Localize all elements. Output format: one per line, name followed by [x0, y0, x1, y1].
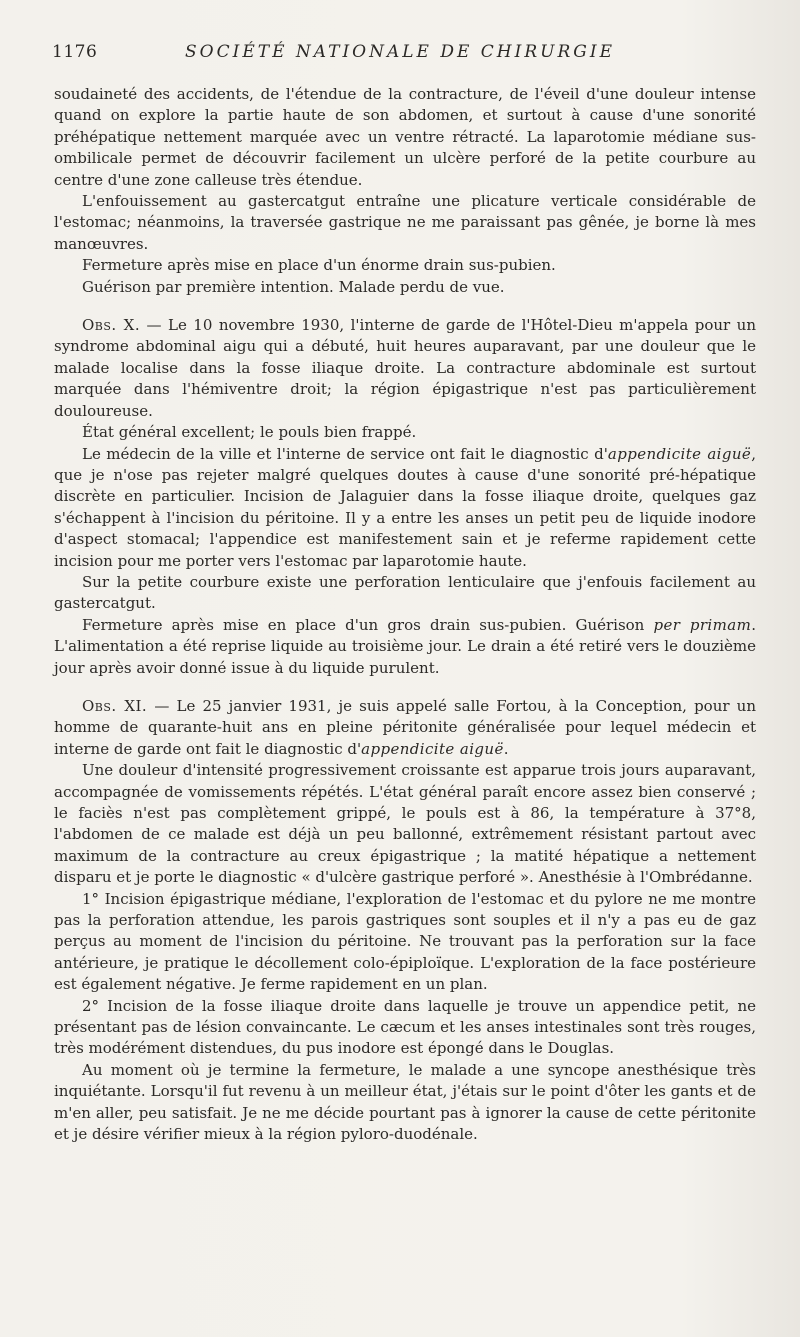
observation-label: Obs. X.: [82, 316, 141, 335]
observation-x-paragraph: [54, 315, 756, 422]
observation-xi-paragraph: [54, 696, 756, 760]
paragraph: L'enfouissement au gastercatgut entraîne une plicature verticale considérable de l'estomac; néanmoins, la traversée gastrique ne me paraissant pas gênée, je borne là mes manœuvres.: [54, 192, 756, 253]
italic-term: per primam: [653, 615, 752, 634]
italic-term: appendicite aiguë: [607, 444, 752, 463]
paragraph: [54, 615, 756, 679]
paragraph: soudaineté des accidents, de l'étendue de la contracture, de l'éveil d'une douleur intense quand on explore la partie haute de son abdomen, et surtout à cause d'une sonorité préhépatique nettement marquée avec un ventre rétracté. La laparotomie médiane sus-ombilicale permet de découvrir facilement un ulcère perforé de la petite courbure au centre d'une zone calleuse très étendue.: [54, 85, 756, 189]
paragraph: Au moment où je termine la fermeture, le malade a une syncope anesthésique très inquiétante. Lorsqu'il fut revenu à un meilleur état, j'étais sur le point d'ôter les gants et de m'en aller, peu satisfait. Je ne me décide pourtant pas à ignorer la cause de cette péritonite et je désire vérifier mieux à la région pyloro-duodénale.: [54, 1060, 756, 1144]
text-run: — Le 25 janvier 1931, je suis appelé salle Fortou, à la Conception, pour un homme de quarante-huit ans en pleine péritonite généralisée pour lequel médecin et interne de garde ont fait le diagnostic d': [54, 696, 756, 758]
paragraph: [54, 444, 756, 572]
paragraph: 2° Incision de la fosse iliaque droite dans laquelle je trouve un appendice petit, ne présentant pas de lésion convaincante. Le cæcum et les anses intestinales sont très rouges, très modérément distendues, du pus inodore est épongé dans le Douglas.: [54, 996, 756, 1058]
text-run: . L'alimentation a été reprise liquide au troisième jour. Le drain a été retiré vers le douzième jour après avoir donné issue à du liquide purulent.: [54, 615, 756, 677]
paragraph: Une douleur d'intensité progressivement croissante est apparue trois jours auparavant, accompagnée de vomissements répétés. L'état général paraît encore assez bien conservé ; le faciès n'est pas complètement grippé, le pouls est à 86, la température à 37°8, l'abdomen de ce malade est déjà un peu ballonné, extrêmement résistant partout avec maximum de la contracture au creux épigastrique ; la matité hépatique a nettement disparu et je porte le diagnostic « d'ulcère gastrique perforé ». Anesthésie à l'Ombrédanne.: [54, 761, 756, 887]
italic-term: appendicite aiguë: [361, 739, 504, 758]
text-run: Fermeture après mise en place d'un gros drain sus-pubien. Guérison: [82, 615, 654, 634]
paragraph: 1° Incision épigastrique médiane, l'exploration de l'estomac et du pylore ne me montre pas la perforation attendue, les parois gastriques sont souples et il n'y a pas eu de gaz perçus au moment de l'incision du péritoine. Ne trouvant pas la perforation sur la face antérieure, je pratique le décollement colo-épiploïque. L'exploration de la face postérieure est également négative. Je ferme rapidement en un plan.: [54, 889, 756, 994]
body-text: [54, 84, 756, 1146]
page-number: 1176: [52, 42, 98, 62]
running-title: SOCIÉTÉ NATIONALE DE CHIRURGIE: [185, 42, 615, 62]
paragraph: État général excellent; le pouls bien frappé.: [82, 423, 417, 442]
page-header: [52, 42, 748, 68]
observation-label: Obs. XI.: [82, 696, 148, 715]
paragraph: Sur la petite courbure existe une perforation lenticulaire que j'enfouis facilement au gastercatgut.: [54, 572, 756, 613]
text-run: .: [503, 739, 509, 758]
paragraph: Fermeture après mise en place d'un énorme drain sus-pubien.: [82, 256, 556, 275]
paragraph: Guérison par première intention. Malade perdu de vue.: [82, 277, 505, 296]
text-run: , que je n'ose pas rejeter malgré quelques doutes à cause d'une sonorité pré-hépatique discrète en particulier. Incision de Jalaguier dans la fosse iliaque droite, quelques gaz s'échappent à l'incision du péritoine. Il y a entre les anses un petit peu de liquide inodore d'aspect stomacal; l'appendice est manifestement sain et je referme rapidement cette incision pour me porter vers l'estomac par laparotomie haute.: [54, 444, 756, 570]
observation-text: — Le 10 novembre 1930, l'interne de garde de l'Hôtel-Dieu m'appela pour un syndrome abdominal aigu qui a débuté, huit heures auparavant, par une douleur que le malade localise dans la fosse iliaque droite. La contracture abdominale est surtout marquée dans l'hémiventre droit; la région épigastrique n'est pas particulièrement douloureuse.: [54, 316, 756, 420]
text-run: Le médecin de la ville et l'interne de service ont fait le diagnostic d': [82, 444, 608, 463]
